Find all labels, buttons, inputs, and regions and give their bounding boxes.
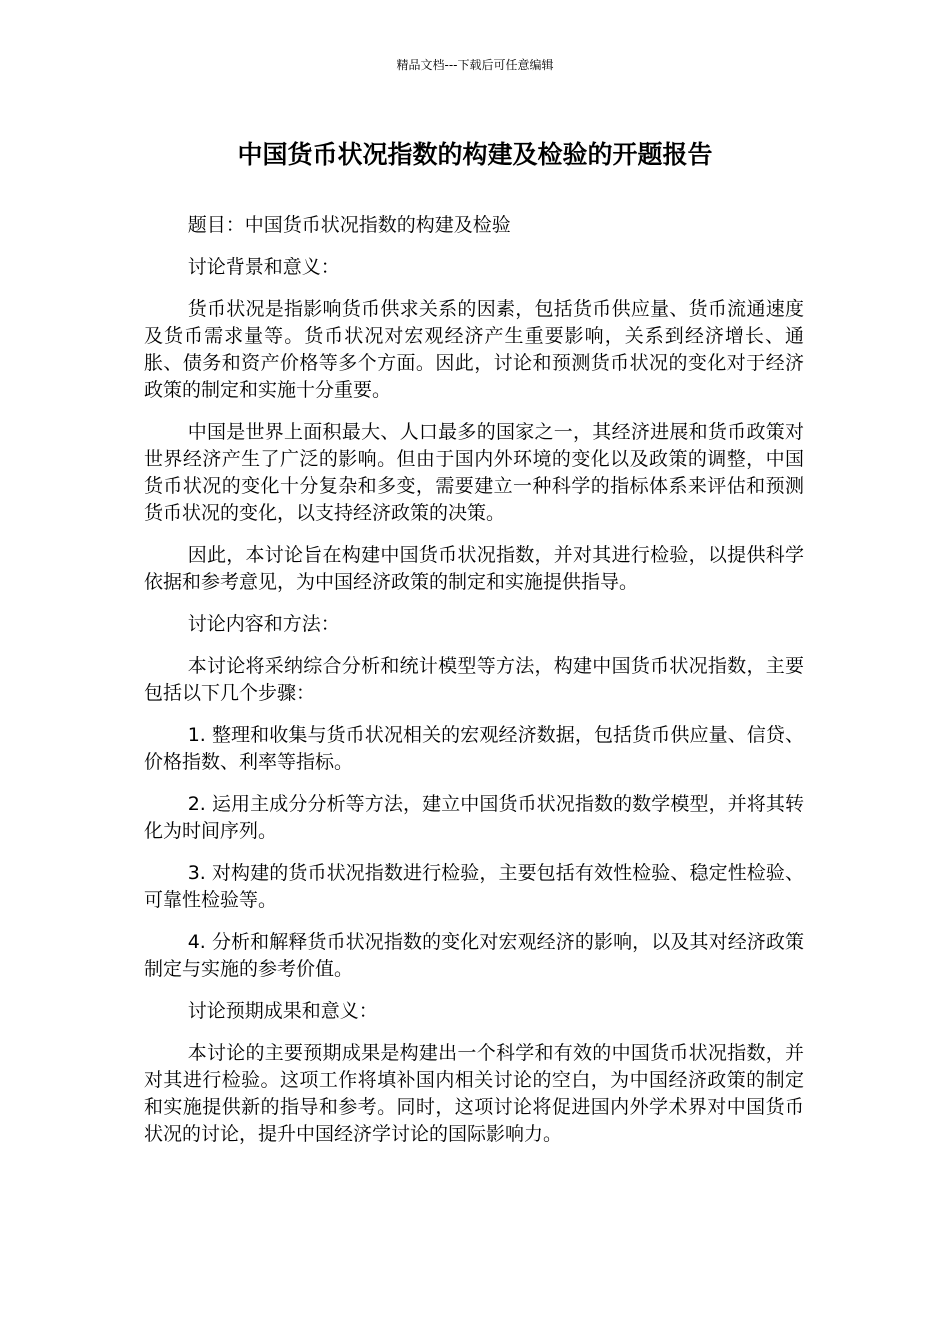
section-heading-methods: 讨论内容和方法： [187,613,340,635]
list-item: 1. 整理和收集与货币状况相关的宏观经济数据，包括货币供应量、信贷、价格指数、利率等指标。 [144,724,804,773]
list-item: 2. 运用主成分分析等方法，建立中国货币状况指数的数学模型，并将其转化为时间序列。 [144,793,804,842]
section-heading-outcomes: 讨论预期成果和意义： [187,1000,378,1022]
paragraph: 本讨论的主要预期成果是构建出一个科学和有效的中国货币状况指数，并对其进行检验。这项工作将填补国内相关讨论的空白，为中国经济政策的制定和实施提供新的指导和参考。同时，这项讨论将促进国内外学术界对中国货币状况的讨论，提升中国经济学讨论的国际影响力。 [144,1042,804,1145]
list-item: 4. 分析和解释货币状况指数的变化对宏观经济的影响，以及其对经济政策制定与实施的参考价值。 [144,931,804,980]
header-note: 精品文档---下载后可任意编辑 [396,58,554,72]
paragraph: 货币状况是指影响货币供求关系的因素，包括货币供应量、货币流通速度及货币需求量等。货币状况对宏观经济产生重要影响，关系到经济增长、通胀、债务和资产价格等多个方面。因此，讨论和预测货币状况的变化对于经济政策的制定和实施十分重要。 [144,298,804,401]
paragraph: 本讨论将采纳综合分析和统计模型等方法，构建中国货币状况指数，主要包括以下几个步骤： [144,655,804,704]
paragraph: 中国是世界上面积最大、人口最多的国家之一，其经济进展和货币政策对世界经济产生了广泛的影响。但由于国内外环境的变化以及政策的调整，中国货币状况的变化十分复杂和多变，需要建立一种科学的指标体系来评估和预测货币状况的变化，以支持经济政策的决策。 [144,421,804,524]
paragraph: 因此，本讨论旨在构建中国货币状况指数，并对其进行检验，以提供科学依据和参考意见，为中国经济政策的制定和实施提供指导。 [144,544,804,593]
list-item: 3. 对构建的货币状况指数进行检验，主要包括有效性检验、稳定性检验、可靠性检验等。 [144,862,804,911]
page-title: 中国货币状况指数的构建及检验的开题报告 [237,140,713,169]
section-heading-background: 讨论背景和意义： [187,256,340,278]
topic-line: 题目：中国货币状况指数的构建及检验 [187,214,511,236]
document-body [144,212,804,1163]
